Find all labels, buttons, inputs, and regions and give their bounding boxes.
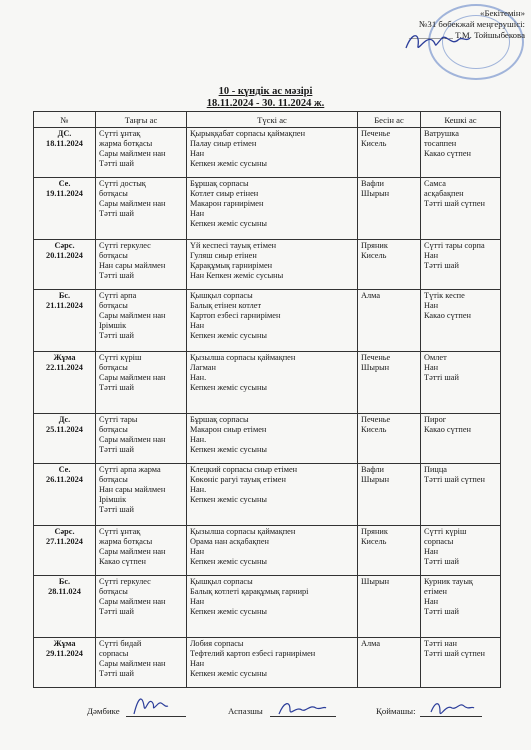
- breakfast-item: Тәтті шай: [99, 331, 134, 340]
- breakfast-item: Сары майлмен нан: [99, 435, 166, 444]
- snack-item: Кисель: [361, 537, 387, 546]
- header-breakfast: Таңғы ас: [96, 112, 187, 128]
- weekday-label: Жұма: [53, 353, 76, 362]
- dinner-cell: [421, 464, 501, 526]
- date-label: 20.11.2024: [46, 251, 83, 260]
- date-range: [0, 98, 531, 109]
- header-row: [34, 112, 501, 128]
- lunch-item: Орама нан асқабақпен: [190, 537, 269, 546]
- menu-row: [34, 526, 501, 576]
- approval-line-2: №31 бөбекжай меңгерушісі:: [419, 19, 525, 29]
- lunch-item: Нан.: [190, 373, 207, 382]
- lunch-item: Кепкен жеміс сусыны: [190, 383, 267, 392]
- lunch-item: Тефтелий картоп езбесі гарнирімен: [190, 649, 316, 658]
- day-cell: [34, 464, 96, 526]
- lunch-item: Клецкий сорпасы сиыр етімен: [190, 465, 298, 474]
- lunch-cell: [187, 526, 358, 576]
- header-lunch: Түскі ас: [187, 112, 358, 128]
- header-snack: Бесін ас: [358, 112, 421, 128]
- dinner-item: Тәтті шай: [424, 607, 459, 616]
- lunch-item: Гуляш сиыр етінен: [190, 251, 257, 260]
- lunch-item: Макарон гарнирімен: [190, 199, 264, 208]
- breakfast-item: Нан сары майлмен: [99, 485, 166, 494]
- snack-cell: [358, 638, 421, 688]
- menu-row: [34, 414, 501, 464]
- day-cell: [34, 576, 96, 638]
- dinner-item: асқабақпен: [424, 189, 464, 198]
- snack-item: Алма: [361, 291, 381, 300]
- menu-body: [34, 128, 501, 688]
- day-cell: [34, 414, 96, 464]
- lunch-item: Қышқыл сорпасы: [190, 577, 253, 586]
- weekday-label: Дс.: [58, 415, 71, 424]
- snack-cell: [358, 464, 421, 526]
- lunch-cell: [187, 290, 358, 352]
- storekeeper-label: Қоймашы:: [376, 706, 416, 716]
- lunch-cell: [187, 352, 358, 414]
- dinner-item: Омлет: [424, 353, 447, 362]
- breakfast-cell: [96, 178, 187, 240]
- breakfast-item: ботқасы: [99, 363, 128, 372]
- breakfast-item: Сары майлмен нан: [99, 199, 166, 208]
- dinner-item: етімен: [424, 587, 447, 596]
- dinner-cell: [421, 352, 501, 414]
- dietitian-label: Дәмбике: [87, 706, 120, 716]
- dinner-cell: [421, 414, 501, 464]
- lunch-item: Бұршақ сорпасы: [190, 179, 249, 188]
- dinner-item: Ватрушка: [424, 129, 459, 138]
- dinner-item: Пирог: [424, 415, 447, 424]
- lunch-item: Нан.: [190, 435, 207, 444]
- breakfast-item: ботқасы: [99, 587, 128, 596]
- breakfast-item: Тәтті шай: [99, 209, 134, 218]
- breakfast-item: Сүтті тары: [99, 415, 138, 424]
- day-cell: [34, 638, 96, 688]
- breakfast-item: Тәтті шай: [99, 383, 134, 392]
- snack-cell: [358, 128, 421, 178]
- dinner-item: Курник тауық: [424, 577, 473, 586]
- menu-row: [34, 352, 501, 414]
- breakfast-item: ботқасы: [99, 425, 128, 434]
- weekday-label: Се.: [58, 179, 71, 188]
- breakfast-item: Сүтті ұнтақ: [99, 527, 141, 536]
- snack-item: Кисель: [361, 425, 387, 434]
- lunch-item: Палау сиыр етімен: [190, 139, 257, 148]
- signature-footer: [0, 700, 531, 730]
- breakfast-item: Сары майлмен нан: [99, 659, 166, 668]
- breakfast-cell: [96, 290, 187, 352]
- menu-row: [34, 240, 501, 290]
- breakfast-item: Тәтті шай: [99, 505, 134, 514]
- dietitian-signature: [130, 692, 170, 718]
- lunch-item: Нан: [190, 321, 205, 330]
- breakfast-cell: [96, 128, 187, 178]
- snack-cell: [358, 352, 421, 414]
- lunch-item: Нан: [190, 547, 205, 556]
- breakfast-item: ботқасы: [99, 475, 128, 484]
- day-cell: [34, 352, 96, 414]
- weekday-label: ДС.: [57, 129, 72, 138]
- lunch-item: Нан.: [190, 485, 207, 494]
- weekday-label: Бс.: [58, 291, 71, 300]
- dinner-item: Нан: [424, 547, 439, 556]
- breakfast-item: Какао сүтпен: [99, 557, 146, 566]
- lunch-item: Кепкен жеміс сусыны: [190, 159, 267, 168]
- breakfast-item: Тәтті шай: [99, 445, 134, 454]
- snack-item: Вафли: [361, 179, 384, 188]
- menu-row: [34, 638, 501, 688]
- snack-item: Шырын: [361, 577, 390, 586]
- lunch-item: Лагман: [190, 363, 216, 372]
- lunch-cell: [187, 414, 358, 464]
- snack-item: Алма: [361, 639, 381, 648]
- lunch-item: Макарон сиыр етімен: [190, 425, 267, 434]
- date-label: 19.11.2024: [46, 189, 83, 198]
- lunch-item: Котлет сиыр етінен: [190, 189, 259, 198]
- approval-block: [350, 0, 531, 95]
- lunch-item: Кепкен жеміс сусыны: [190, 219, 267, 228]
- lunch-item: Қарақұмық гарнирімен: [190, 261, 273, 270]
- lunch-item: Кепкен жеміс сусыны: [190, 557, 267, 566]
- lunch-item: Нан: [190, 597, 205, 606]
- dinner-item: Тәтті шай сүтпен: [424, 649, 485, 658]
- snack-cell: [358, 414, 421, 464]
- breakfast-item: Ірімшік: [99, 495, 127, 504]
- breakfast-item: Сүтті ұнтақ: [99, 129, 141, 138]
- breakfast-item: Тәтті шай: [99, 271, 134, 280]
- lunch-item: Картоп езбесі гарнирімен: [190, 311, 281, 320]
- dinner-item: Түтік кеспе: [424, 291, 465, 300]
- snack-item: Печенье: [361, 129, 391, 138]
- breakfast-item: Сүтті геркулес: [99, 241, 151, 250]
- breakfast-item: Ірімшік: [99, 321, 127, 330]
- breakfast-item: ботқасы: [99, 301, 128, 310]
- dinner-item: Тәтті шай сүтпен: [424, 199, 485, 208]
- snack-item: Кисель: [361, 251, 387, 260]
- date-label: 29.11.2024: [46, 649, 83, 658]
- menu-row: [34, 290, 501, 352]
- breakfast-item: ботқасы: [99, 251, 128, 260]
- breakfast-item: Сары майлмен нан: [99, 597, 166, 606]
- snack-cell: [358, 290, 421, 352]
- menu-row: [34, 128, 501, 178]
- date-label: 27.11.2024: [46, 537, 83, 546]
- dinner-item: Нан: [424, 251, 439, 260]
- weekday-label: Сәрс.: [54, 241, 75, 250]
- day-cell: [34, 290, 96, 352]
- breakfast-item: Сүтті геркулес: [99, 577, 151, 586]
- weekday-label: Се.: [58, 465, 71, 474]
- weekday-label: Бс.: [58, 577, 71, 586]
- breakfast-cell: [96, 352, 187, 414]
- date-range-text: 18.11.2024 - 30. 11.2024 ж.: [206, 98, 325, 109]
- breakfast-item: ботқасы: [99, 189, 128, 198]
- lunch-item: Қызылша сорпасы қаймақпен: [190, 353, 296, 362]
- lunch-item: Нан: [190, 149, 205, 158]
- lunch-item: Кепкен жеміс сусыны: [190, 495, 267, 504]
- dinner-item: Какао сүтпен: [424, 311, 471, 320]
- snack-item: Печенье: [361, 415, 391, 424]
- breakfast-item: Тәтті шай: [99, 607, 134, 616]
- dinner-item: сорпасы: [424, 537, 454, 546]
- breakfast-item: Сүтті арпа: [99, 291, 137, 300]
- snack-item: Шырын: [361, 363, 390, 372]
- title-text: 10 - күндік ас мәзірі: [218, 86, 313, 97]
- lunch-item: Балық етінен котлет: [190, 301, 262, 310]
- snack-cell: [358, 576, 421, 638]
- breakfast-cell: [96, 414, 187, 464]
- lunch-item: Кепкен жеміс сусыны: [190, 331, 267, 340]
- snack-item: Вафли: [361, 465, 384, 474]
- breakfast-item: Тәтті шай: [99, 669, 134, 678]
- breakfast-item: жарма ботқасы: [99, 139, 153, 148]
- dinner-item: Тәтті шай: [424, 373, 459, 382]
- cook-signature: [276, 696, 328, 720]
- breakfast-item: Сүтті арпа жарма: [99, 465, 161, 474]
- lunch-cell: [187, 576, 358, 638]
- dinner-item: тосаппен: [424, 139, 457, 148]
- dinner-item: Какао сүтпен: [424, 425, 471, 434]
- snack-cell: [358, 526, 421, 576]
- breakfast-cell: [96, 576, 187, 638]
- dinner-cell: [421, 128, 501, 178]
- snack-cell: [358, 178, 421, 240]
- header-day: №: [34, 112, 96, 128]
- dinner-item: Нан: [424, 363, 439, 372]
- weekday-label: Жұма: [53, 639, 76, 648]
- dinner-item: Тәтті шай сүтпен: [424, 475, 485, 484]
- date-label: 28.11.024: [48, 587, 81, 596]
- day-cell: [34, 526, 96, 576]
- lunch-item: Балық котлеті қарақұмық гарнирі: [190, 587, 309, 596]
- lunch-item: Қызылша сорпасы қаймақпен: [190, 527, 296, 536]
- storekeeper-signature: [428, 696, 476, 720]
- date-label: 26.11.2024: [46, 475, 83, 484]
- breakfast-item: Тәтті шай: [99, 159, 134, 168]
- dinner-item: Самса: [424, 179, 446, 188]
- lunch-cell: [187, 638, 358, 688]
- breakfast-item: Сары майлмен нан: [99, 149, 166, 158]
- cook-label: Аспазшы: [228, 706, 263, 716]
- lunch-item: Кепкен жеміс сусыны: [190, 445, 267, 454]
- dinner-item: Тәтті шай: [424, 261, 459, 270]
- breakfast-item: Сүтті бидай: [99, 639, 142, 648]
- lunch-cell: [187, 464, 358, 526]
- weekday-label: Сәрс.: [54, 527, 75, 536]
- dinner-cell: [421, 290, 501, 352]
- dinner-item: Пицца: [424, 465, 447, 474]
- breakfast-item: Сары майлмен нан: [99, 547, 166, 556]
- lunch-cell: [187, 128, 358, 178]
- lunch-item: Нан Кепкен жеміс сусыны: [190, 271, 284, 280]
- snack-item: Шырын: [361, 475, 390, 484]
- dinner-cell: [421, 526, 501, 576]
- dinner-cell: [421, 240, 501, 290]
- breakfast-item: Сүтті күріш: [99, 353, 142, 362]
- dinner-item: Какао сүтпен: [424, 149, 471, 158]
- menu-table: [33, 111, 501, 688]
- breakfast-cell: [96, 464, 187, 526]
- date-label: 18.11.2024: [46, 139, 83, 148]
- breakfast-cell: [96, 638, 187, 688]
- dinner-item: Сүтті тары сорпа: [424, 241, 485, 250]
- dinner-item: Тәтті нан: [424, 639, 457, 648]
- date-label: 22.11.2024: [46, 363, 83, 372]
- menu-row: [34, 464, 501, 526]
- snack-item: Кисель: [361, 139, 387, 148]
- snack-cell: [358, 240, 421, 290]
- dinner-cell: [421, 178, 501, 240]
- snack-item: Шырын: [361, 189, 390, 198]
- dinner-cell: [421, 638, 501, 688]
- dinner-item: Нан: [424, 301, 439, 310]
- breakfast-item: сорпасы: [99, 649, 129, 658]
- snack-item: Пряник: [361, 527, 388, 536]
- breakfast-item: жарма ботқасы: [99, 537, 153, 546]
- breakfast-cell: [96, 526, 187, 576]
- breakfast-cell: [96, 240, 187, 290]
- lunch-item: Бұршақ сорпасы: [190, 415, 249, 424]
- approval-line-1: «Бекітемін»: [480, 8, 525, 18]
- header-dinner: Кешкі ас: [421, 112, 501, 128]
- lunch-item: Нан: [190, 659, 205, 668]
- dinner-item: Нан: [424, 597, 439, 606]
- lunch-cell: [187, 240, 358, 290]
- day-cell: [34, 178, 96, 240]
- dinner-item: Тәтті шай: [424, 557, 459, 566]
- breakfast-item: Нан сары майлмен: [99, 261, 166, 270]
- menu-row: [34, 178, 501, 240]
- lunch-item: Лобия сорпасы: [190, 639, 244, 648]
- lunch-item: Кепкен жеміс сусыны: [190, 669, 267, 678]
- lunch-item: Үй кеспесі тауық етімен: [190, 241, 277, 250]
- approval-line-3: __________ Т.М. Тойшыбекова: [408, 30, 525, 40]
- lunch-item: Қышқыл сорпасы: [190, 291, 253, 300]
- day-cell: [34, 128, 96, 178]
- breakfast-item: Сүтті достық: [99, 179, 146, 188]
- lunch-cell: [187, 178, 358, 240]
- breakfast-item: Сары майлмен нан: [99, 311, 166, 320]
- snack-item: Печенье: [361, 353, 391, 362]
- lunch-item: Нан: [190, 209, 205, 218]
- date-label: 21.11.2024: [46, 301, 83, 310]
- dinner-item: Сүтті күріш: [424, 527, 467, 536]
- day-cell: [34, 240, 96, 290]
- director-signature: [402, 28, 472, 54]
- menu-row: [34, 576, 501, 638]
- breakfast-item: Сары майлмен нан: [99, 373, 166, 382]
- lunch-item: Көкөніс рагуі тауық етімен: [190, 475, 286, 484]
- snack-item: Пряник: [361, 241, 388, 250]
- dinner-cell: [421, 576, 501, 638]
- document-title: [0, 86, 531, 97]
- date-label: 25.11.2024: [46, 425, 83, 434]
- lunch-item: Қырыққабат сорпасы қаймақпен: [190, 129, 306, 138]
- lunch-item: Кепкен жеміс сусыны: [190, 607, 267, 616]
